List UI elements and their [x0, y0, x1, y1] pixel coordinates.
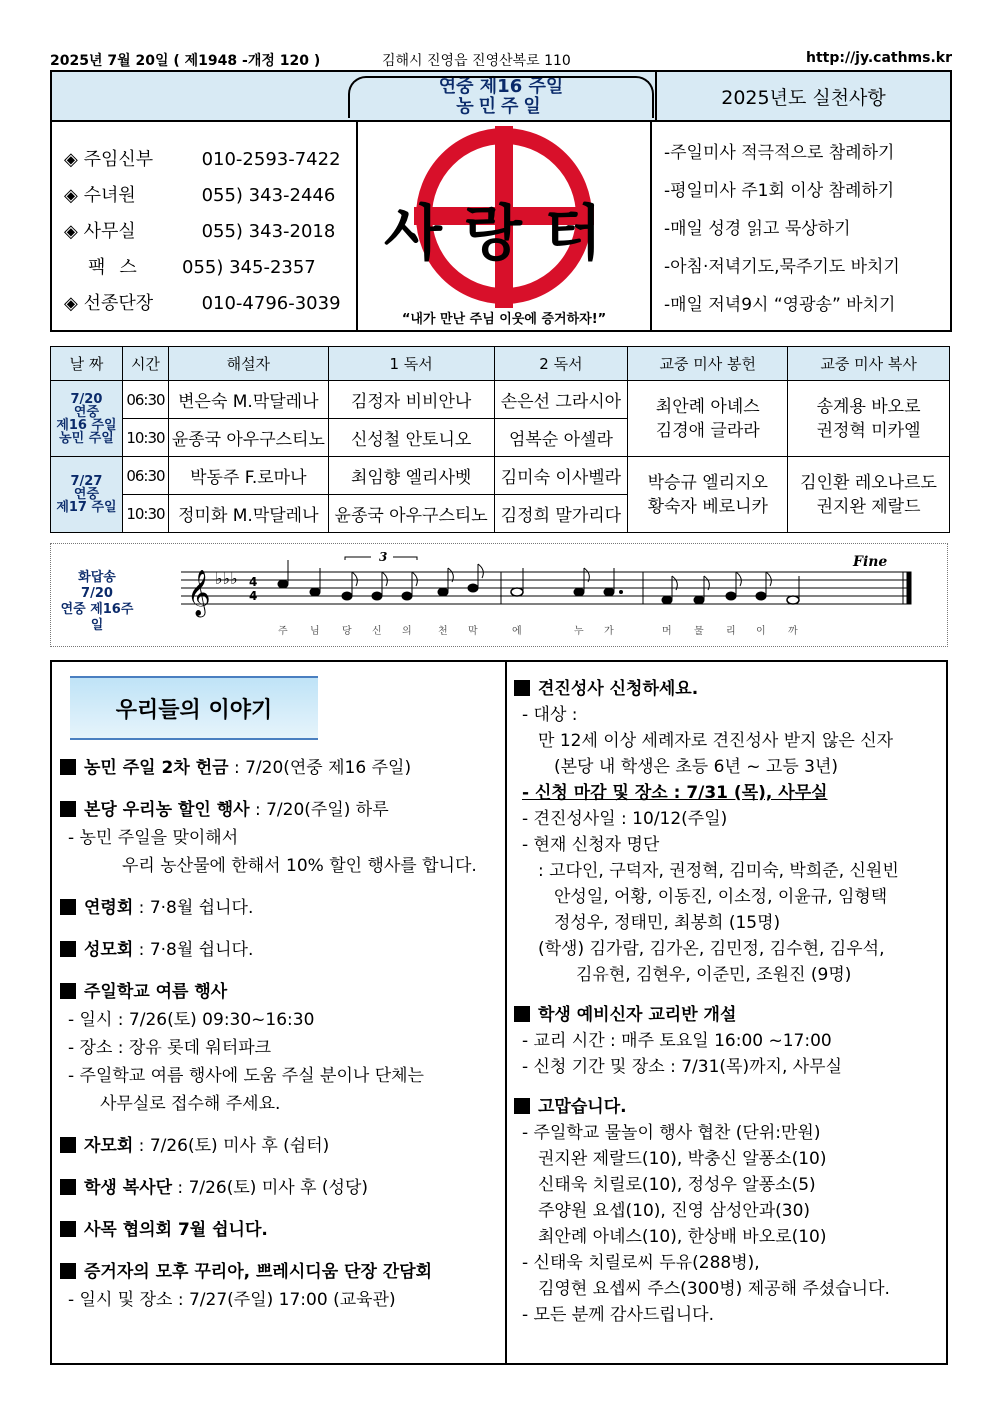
psalm-label — [57, 570, 137, 634]
square-bullet-icon — [60, 801, 76, 817]
contact-row — [64, 286, 341, 322]
first-reader: 김정자 비비안나 — [328, 381, 494, 419]
notice-heading-detail: : 7·8월 쉽니다. — [133, 898, 254, 918]
notice-line: : 고다인, 구덕자, 권정혁, 김미숙, 박희준, 신원빈 — [538, 861, 899, 881]
first-reader: 신성철 안토니오 — [328, 419, 494, 457]
notice-line: - 현재 신청자 명단 — [522, 835, 660, 855]
notice-heading — [60, 796, 500, 824]
commentator: 윤종국 아우구스티노 — [168, 419, 328, 457]
altar-servers — [788, 381, 950, 457]
notice-line: - 모든 분께 감사드립니다. — [522, 1305, 714, 1325]
diamond-icon: ◈ — [64, 149, 84, 170]
contact-value: 055) 345-2357 — [182, 257, 316, 278]
diamond-icon: ◈ — [64, 293, 84, 314]
schedule-row — [51, 457, 950, 495]
sarangteo-logo — [356, 120, 652, 332]
date-line: 연중 — [73, 487, 100, 502]
spacer — [60, 922, 500, 936]
staff-lines — [181, 572, 909, 604]
offering-name: 박승규 엘리지오 — [647, 472, 768, 493]
notice-line: 김영현 요셉씨 주스(300병) 제공해 주셨습니다. — [538, 1279, 890, 1299]
notice-line: 김유현, 김현우, 이준민, 조원진 (9명) — [576, 965, 852, 985]
notice-line: 만 12세 이상 세례자로 견진성사 받지 않은 신자 — [538, 731, 894, 751]
notice-line: (본당 내 학생은 초등 6년 ~ 고등 3년) — [554, 757, 839, 777]
lyric-syllable: 까 — [788, 626, 798, 637]
practice-item: -평일미사 주1회 이상 참례하기 — [664, 181, 895, 201]
schedule-header-cell: 1 독서 — [328, 347, 494, 381]
triplet-number: 3 — [379, 550, 388, 564]
lyric-syllable: 막 — [468, 626, 478, 637]
notice-heading-title: 견진성사 신청하세요. — [538, 679, 699, 699]
contact-value: 055) 343-2446 — [201, 185, 336, 206]
date-line: 7/27 — [70, 474, 103, 489]
square-bullet-icon — [514, 1098, 530, 1114]
notice-heading-detail: : 7/20(연중 제16 주일) — [228, 758, 412, 778]
offering-name: 김경애 글라라 — [655, 420, 760, 441]
psalm-lyrics — [278, 624, 798, 637]
notice-heading — [60, 1132, 500, 1160]
notice-line: 신태욱 치릴로(10), 정성우 알퐁소(5) — [538, 1175, 816, 1195]
practice-item: -매일 성경 읽고 묵상하기 — [664, 219, 851, 239]
altar-server-name: 권정혁 미카엘 — [816, 420, 921, 441]
notice-heading-detail: : 7/26(토) 미사 후 (쉼터) — [133, 1136, 330, 1156]
notice-line: 안성일, 어황, 이동진, 이소정, 이윤규, 임형택 — [554, 887, 888, 907]
top-info-line — [50, 48, 952, 70]
fine-marking: Fine — [853, 554, 888, 570]
spacer — [514, 988, 946, 1002]
spacer — [60, 1244, 500, 1258]
practice-title: 2025년도 실천사항 — [655, 72, 950, 120]
offering-name: 최안례 아녜스 — [655, 396, 760, 417]
notice-heading-title: 농민 주일 2차 헌금 — [84, 758, 229, 778]
notice-heading-title: 사목 협의회 7월 쉽니다. — [84, 1220, 268, 1240]
bulletin-header — [50, 70, 952, 332]
notice-heading-title: 연령회 — [84, 898, 134, 918]
notice-heading — [514, 1002, 946, 1028]
notice-line: - 신청 기간 및 장소 : 7/31(목)까지, 사무실 — [522, 1057, 843, 1077]
altar-server-name: 권지완 제랄드 — [816, 496, 921, 517]
square-bullet-icon — [60, 899, 76, 915]
date-line: 제16 주일 — [56, 417, 117, 433]
practice-item: -아침·저녁기도,묵주기도 바치기 — [664, 257, 900, 277]
spacer — [60, 880, 500, 894]
story-title: 우리들의 이야기 — [70, 676, 318, 740]
lyric-syllable: 주 — [278, 626, 288, 637]
spacer — [60, 782, 500, 796]
notice-heading-detail: : 7·8월 쉽니다. — [133, 940, 254, 960]
notice-line: - 농민 주일을 맞이해서 — [68, 828, 239, 848]
notice-heading-title: 학생 복사단 — [84, 1178, 173, 1198]
spacer — [60, 964, 500, 978]
square-bullet-icon — [60, 1221, 76, 1237]
offering-members — [628, 457, 788, 533]
notice-line: - 장소 : 장유 롯데 워터파크 — [68, 1038, 272, 1058]
contact-value: 055) 343-2018 — [201, 221, 336, 242]
notices-left-column — [60, 754, 500, 1314]
lyric-syllable: 누 — [574, 626, 584, 637]
lyric-syllable: 에 — [512, 626, 522, 637]
notice-line: - 대상 : — [522, 705, 578, 725]
music-staff — [181, 550, 941, 642]
notice-heading — [60, 936, 500, 964]
contact-row — [64, 142, 341, 178]
diamond-icon: ◈ — [64, 185, 84, 206]
column-divider — [505, 662, 507, 1363]
notice-heading-title: 고맙습니다. — [538, 1097, 627, 1117]
commentator: 정미화 M.막달레나 — [168, 495, 328, 533]
diamond-icon: ◈ — [64, 221, 84, 242]
lyric-syllable: 이 — [756, 626, 766, 637]
treble-clef-icon: 𝄞 — [187, 570, 211, 616]
lyric-syllable: 신 — [372, 626, 382, 637]
sunday-title — [348, 74, 654, 120]
notice-heading-title: 자모회 — [84, 1136, 134, 1156]
contact-label: 수녀원 — [83, 185, 136, 206]
contact-value: 010-2593-7422 — [201, 149, 341, 170]
contact-label: 주임신부 — [83, 149, 154, 170]
schedule-header-cell: 시간 — [122, 347, 168, 381]
second-reader: 엄복순 아셀라 — [494, 419, 628, 457]
lyric-syllable: 천 — [438, 626, 448, 637]
notices-right-column — [514, 676, 946, 1328]
contact-list — [64, 142, 341, 322]
psalm-label-line: 화답송 — [78, 570, 116, 585]
notice-heading — [60, 754, 500, 782]
responsorial-psalm-box — [50, 543, 948, 647]
mass-time: 06:30 — [122, 457, 168, 495]
notice-line: - 견진성사일 : 10/12(주일) — [522, 809, 728, 829]
notice-heading-title: 주일학교 여름 행사 — [84, 982, 228, 1002]
offering-name: 황숙자 베로니카 — [647, 496, 768, 517]
commentator: 박동주 F.로마나 — [168, 457, 328, 495]
notice-line: - 신태욱 치릴로씨 두유(288병), — [522, 1253, 760, 1273]
notice-line: 정성우, 정태민, 최봉희 (15명) — [554, 913, 781, 933]
mass-time: 10:30 — [122, 495, 168, 533]
altar-server-name: 송계용 바오로 — [816, 396, 921, 417]
parish-url[interactable]: http://jy.cathms.kr — [805, 50, 952, 66]
contact-row — [64, 214, 341, 250]
square-bullet-icon — [514, 1006, 530, 1022]
schedule-header-cell: 교중 미사 복사 — [788, 347, 950, 381]
notice-line: 주양원 요셉(10), 진영 삼성안과(30) — [538, 1201, 811, 1221]
square-bullet-icon — [60, 941, 76, 957]
contact-label: 선종단장 — [83, 293, 154, 314]
issue-date: 2025년 7월 20일 ( 제1948 -개정 120 ) — [50, 53, 321, 69]
lyric-syllable: 당 — [342, 626, 352, 637]
notice-line: 최안례 아녜스(10), 한상배 바오로(10) — [538, 1227, 827, 1247]
date-line: 연중 — [73, 404, 100, 420]
header-band — [52, 72, 950, 122]
schedule-header-cell: 날 짜 — [51, 347, 123, 381]
notice-heading — [60, 1258, 500, 1286]
second-reader: 손은선 그라시아 — [494, 381, 628, 419]
lyric-syllable: 물 — [694, 626, 704, 637]
notice-line: 우리 농산물에 한해서 10% 할인 행사를 합니다. — [122, 856, 477, 876]
lyric-syllable: 가 — [604, 626, 614, 637]
offering-members — [628, 381, 788, 457]
second-reader: 김미숙 이사벨라 — [494, 457, 628, 495]
notice-line: (학생) 김가람, 김가온, 김민정, 김수현, 김우석, — [538, 939, 885, 959]
contact-label: 사무실 — [83, 221, 136, 242]
square-bullet-icon — [60, 759, 76, 775]
logo-text: 사랑터 — [384, 199, 624, 269]
date-line: 농민 주일 — [59, 430, 114, 446]
notices-section — [50, 660, 948, 1365]
square-bullet-icon — [60, 1137, 76, 1153]
notice-heading-detail: : 7/20(주일) 하루 — [249, 800, 389, 820]
schedule-header-cell: 2 독서 — [494, 347, 628, 381]
notice-line: - 일시 및 장소 : 7/27(주일) 17:00 (교육관) — [68, 1290, 396, 1310]
notice-heading-title: 증거자의 모후 꾸리아, 쁘레시디움 단장 간담회 — [84, 1262, 433, 1282]
notice-heading — [60, 1216, 500, 1244]
schedule-header-row — [51, 347, 950, 381]
mass-time: 10:30 — [122, 419, 168, 457]
commentator: 변은숙 M.막달레나 — [168, 381, 328, 419]
square-bullet-icon — [60, 1179, 76, 1195]
notice-heading-title: 본당 우리농 할인 행사 — [84, 800, 250, 820]
first-reader: 윤종국 아우구스티노 — [328, 495, 494, 533]
svg-text:4: 4 — [249, 589, 258, 603]
notice-line: - 주일학교 물놀이 행사 협찬 (단위:만원) — [522, 1123, 821, 1143]
spacer — [60, 1202, 500, 1216]
psalm-label-line: 7/20 — [81, 586, 113, 601]
mass-time: 06:30 — [122, 381, 168, 419]
notice-line: - 주일학교 여름 행사에 도움 주실 분이나 단체는 — [68, 1066, 424, 1086]
schedule-date — [51, 381, 123, 457]
schedule-row — [51, 381, 950, 419]
notice-line: - 교리 시간 : 매주 토요일 16:00 ~17:00 — [522, 1031, 832, 1051]
flat-signs: ♭♭♭ — [215, 569, 238, 588]
notice-line: 권지완 제랄드(10), 박충신 알퐁소(10) — [538, 1149, 827, 1169]
date-line: 7/20 — [70, 391, 103, 407]
notice-heading-title: 학생 예비신자 교리반 개설 — [538, 1005, 737, 1025]
notice-heading — [60, 894, 500, 922]
notice-heading — [60, 978, 500, 1006]
notice-line: - 일시 : 7/26(토) 09:30~16:30 — [68, 1010, 315, 1030]
second-reader: 김정희 말가리다 — [494, 495, 628, 533]
practice-item: -주일미사 적극적으로 참례하기 — [664, 143, 895, 163]
spacer — [60, 1118, 500, 1132]
altar-servers — [788, 457, 950, 533]
notice-heading — [60, 1174, 500, 1202]
psalm-label-line: 연중 제16주일 — [60, 602, 134, 633]
notice-heading-title: 성모회 — [84, 940, 134, 960]
schedule-date — [51, 457, 123, 533]
schedule-header-cell: 해설자 — [168, 347, 328, 381]
notice-heading — [514, 1094, 946, 1120]
first-reader: 최임향 엘리사벳 — [328, 457, 494, 495]
notice-heading-detail: : 7/26(토) 미사 후 (성당) — [172, 1178, 369, 1198]
notice-line: - 신청 마감 및 장소 : 7/31 (목), 사무실 — [522, 783, 828, 803]
sunday-title-line1: 연중 제16 주일 — [438, 76, 564, 97]
spacer — [60, 1160, 500, 1174]
lyric-syllable: 의 — [402, 626, 412, 637]
contact-value: 010-4796-3039 — [201, 293, 341, 314]
schedule-header-cell: 교중 미사 봉헌 — [628, 347, 788, 381]
notice-heading — [514, 676, 946, 702]
lyric-syllable: 머 — [662, 626, 672, 637]
notice-line: 사무실로 접수해 주세요. — [100, 1094, 281, 1114]
practice-item: -매일 저녁9시 “영광송” 바치기 — [664, 295, 896, 315]
lyric-syllable: 리 — [726, 626, 736, 637]
time-signature: 4 — [249, 575, 258, 589]
spacer — [514, 1080, 946, 1094]
mass-schedule-table — [50, 346, 950, 533]
logo-slogan: “내가 만난 주님 이웃에 증거하자!” — [401, 312, 607, 327]
parish-address: 김해시 진영읍 진영산복로 110 — [382, 53, 571, 69]
notes — [278, 560, 911, 604]
square-bullet-icon — [514, 680, 530, 696]
altar-server-name: 김인환 레오나르도 — [800, 472, 937, 493]
contact-row — [64, 250, 341, 286]
contact-row — [64, 178, 341, 214]
square-bullet-icon — [60, 1263, 76, 1279]
practice-list — [664, 134, 900, 324]
date-line: 제17 주일 — [56, 500, 117, 515]
square-bullet-icon — [60, 983, 76, 999]
lyric-syllable: 님 — [310, 626, 320, 637]
sunday-title-line2: 농민주일 — [456, 96, 546, 117]
contact-label: 팩스 — [88, 257, 151, 278]
